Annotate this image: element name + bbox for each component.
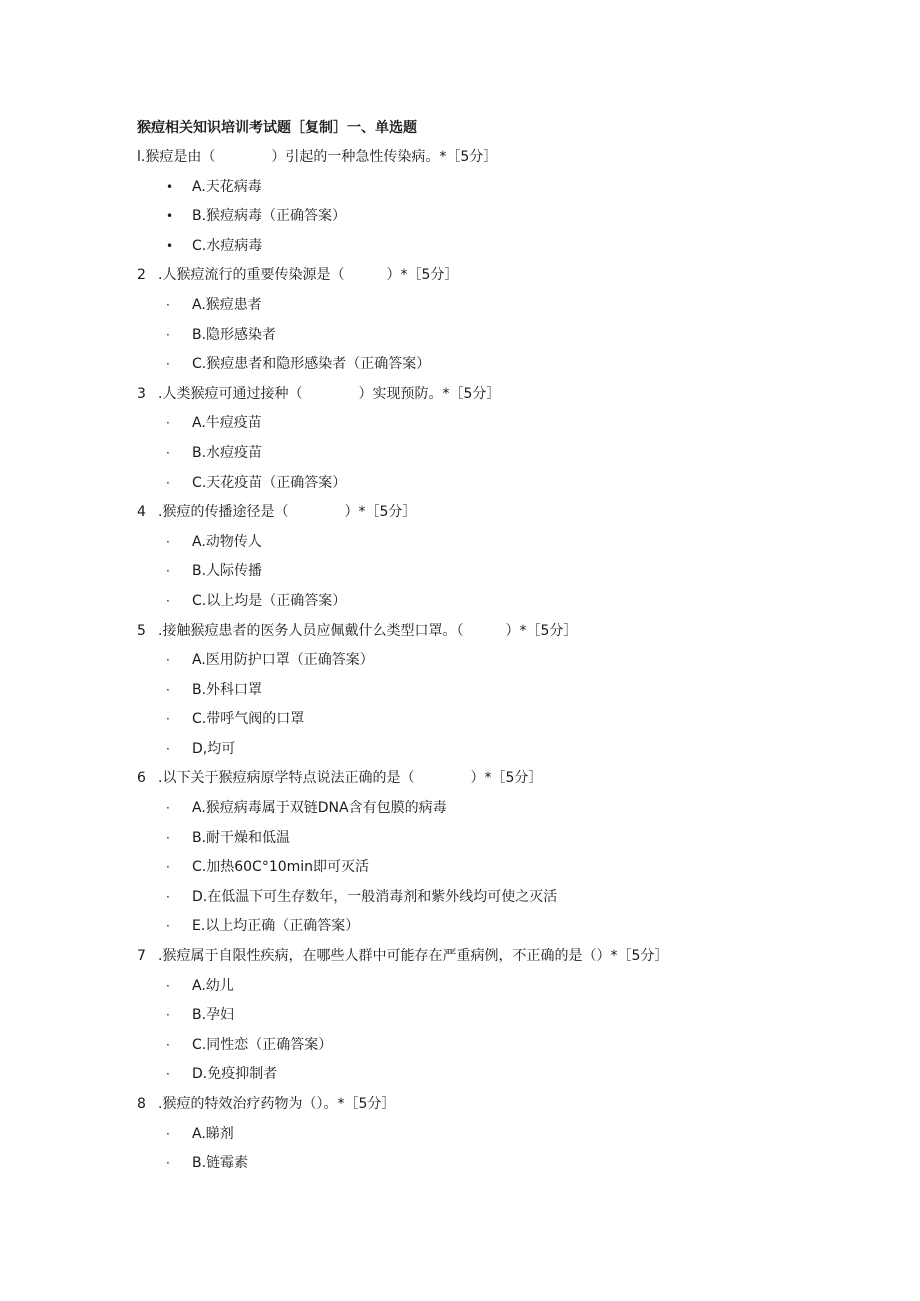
- answer-option: [0, 676, 920, 706]
- question-2: [0, 261, 920, 291]
- answer-option: [0, 646, 920, 676]
- answer-option: [0, 232, 920, 262]
- answer-option: [0, 350, 920, 380]
- question-number: 6: [137, 770, 146, 787]
- option-text: B.人际传播: [192, 563, 263, 580]
- answer-option: [0, 173, 920, 203]
- question-7: [0, 942, 920, 972]
- bullet-icon: ·: [166, 1037, 170, 1052]
- bullet-icon: ·: [166, 978, 170, 993]
- option-text: C.带呼气阀的口罩: [192, 711, 305, 728]
- question-number: 4: [137, 504, 146, 521]
- option-text: A.天花病毒: [192, 178, 262, 195]
- question-5: [0, 617, 920, 647]
- question-text: .接触猴痘患者的医务人员应佩戴什么类型口罩。（ ）*［5分］: [158, 622, 578, 639]
- answer-option: [0, 705, 920, 735]
- answer-option: [0, 735, 920, 765]
- answer-option: [0, 1060, 920, 1090]
- bullet-icon: •: [166, 209, 174, 224]
- bullet-icon: ·: [166, 653, 170, 668]
- option-text: B.耐干燥和低温: [192, 829, 291, 846]
- answer-option: [0, 912, 920, 942]
- question-number: 8: [137, 1096, 146, 1112]
- question-text: .以下关于猴痘病原学特点说法正确的是（ ）*［5分］: [158, 770, 543, 787]
- answer-option: [0, 557, 920, 587]
- option-text: C.以上均是（正确答案）: [192, 592, 347, 609]
- question-number: 5: [137, 622, 146, 639]
- option-text: C.水痘病毒: [192, 237, 263, 254]
- answer-option: [0, 291, 920, 321]
- bullet-icon: ·: [166, 1008, 170, 1023]
- answer-option: [0, 1031, 920, 1061]
- option-text: C.猴痘患者和隐形感染者（正确答案）: [192, 356, 431, 373]
- option-text: A.幼儿: [192, 977, 234, 994]
- answer-option: [0, 853, 920, 883]
- option-text: A.猴痘患者: [192, 296, 262, 313]
- answer-option: [0, 528, 920, 558]
- answer-option: [0, 1149, 920, 1179]
- bullet-icon: ·: [166, 445, 170, 460]
- option-text: E.以上均正确（正确答案）: [192, 918, 360, 935]
- question-text: .人类猴痘可通过接种（ ）实现预防。*［5分］: [158, 385, 501, 402]
- question-number: 7: [137, 948, 146, 965]
- option-text: D,均可: [192, 740, 236, 757]
- exam-title: 猴痘相关知识培训考试题［复制］一、单选题: [137, 120, 417, 136]
- bullet-icon: ·: [166, 534, 170, 549]
- bullet-icon: ·: [166, 860, 170, 875]
- bullet-icon: ·: [166, 801, 170, 816]
- answer-option: [0, 1120, 920, 1150]
- option-text: D.免疫抑制者: [192, 1066, 278, 1083]
- option-text: A.猴痘病毒属于双链DNA含有包膜的病毒: [192, 800, 447, 817]
- bullet-icon: ·: [166, 1067, 170, 1082]
- bullet-icon: ·: [166, 357, 170, 372]
- answer-option: [0, 321, 920, 351]
- option-text: B.外科口罩: [192, 681, 263, 698]
- bullet-icon: •: [166, 179, 174, 194]
- answer-option: [0, 202, 920, 232]
- question-1: [0, 143, 920, 173]
- bullet-icon: ·: [166, 830, 170, 845]
- bullet-icon: ·: [166, 564, 170, 579]
- question-text: .猴痘属于自限性疾病，在哪些人群中可能存在严重病例，不正确的是（）*［5分］: [158, 948, 669, 965]
- question-text: l.猴痘是由（ ）引起的一种急性传染病。*［5分］: [137, 149, 498, 165]
- question-text: .猴痘的特效治疗药物为（）。*［5分］: [158, 1096, 396, 1112]
- bullet-icon: ·: [166, 682, 170, 697]
- answer-option: [0, 469, 920, 499]
- option-text: A.动物传人: [192, 533, 262, 550]
- answer-option: [0, 794, 920, 824]
- question-3: [0, 380, 920, 410]
- option-text: B.链霉素: [192, 1155, 249, 1172]
- answer-option: [0, 972, 920, 1002]
- question-6: [0, 764, 920, 794]
- bullet-icon: ·: [166, 475, 170, 490]
- bullet-icon: ·: [166, 712, 170, 727]
- option-text: B.水痘疫苗: [192, 444, 263, 461]
- answer-option: [0, 587, 920, 617]
- question-list: [0, 143, 920, 1179]
- answer-option: [0, 439, 920, 469]
- option-text: B.孕妇: [192, 1007, 235, 1024]
- option-text: C.同性恋（正确答案）: [192, 1036, 333, 1053]
- option-text: C.天花疫苗（正确答案）: [192, 474, 347, 491]
- option-text: A.医用防护口罩（正确答案）: [192, 652, 374, 669]
- question-number: 2: [137, 267, 146, 284]
- option-text: A.睇剂: [192, 1125, 234, 1142]
- bullet-icon: •: [166, 238, 174, 253]
- answer-option: [0, 824, 920, 854]
- answer-option: [0, 883, 920, 913]
- option-text: B.猴痘病毒（正确答案）: [192, 208, 347, 225]
- answer-option: [0, 409, 920, 439]
- option-text: A.牛痘疫苗: [192, 415, 262, 432]
- bullet-icon: ·: [166, 741, 170, 756]
- bullet-icon: ·: [166, 416, 170, 431]
- bullet-icon: ·: [166, 889, 170, 904]
- bullet-icon: ·: [166, 593, 170, 608]
- bullet-icon: ·: [166, 327, 170, 342]
- question-text: .猴痘的传播途径是（ ）*［5分］: [158, 504, 417, 521]
- question-4: [0, 498, 920, 528]
- question-text: .人猴痘流行的重要传染源是（ ）*［5分］: [158, 267, 459, 284]
- option-text: B.隐形感染者: [192, 326, 277, 343]
- option-text: C.加热60C°10min即可灭活: [192, 859, 370, 876]
- bullet-icon: ·: [166, 297, 170, 312]
- question-8: [0, 1090, 920, 1120]
- question-number: 3: [137, 385, 146, 402]
- option-text: D.在低温下可生存数年，一般消毒剂和紫外线均可使之灭活: [192, 888, 558, 905]
- bullet-icon: ·: [166, 919, 170, 934]
- answer-option: [0, 1001, 920, 1031]
- bullet-icon: ·: [166, 1126, 170, 1141]
- bullet-icon: ·: [166, 1156, 170, 1171]
